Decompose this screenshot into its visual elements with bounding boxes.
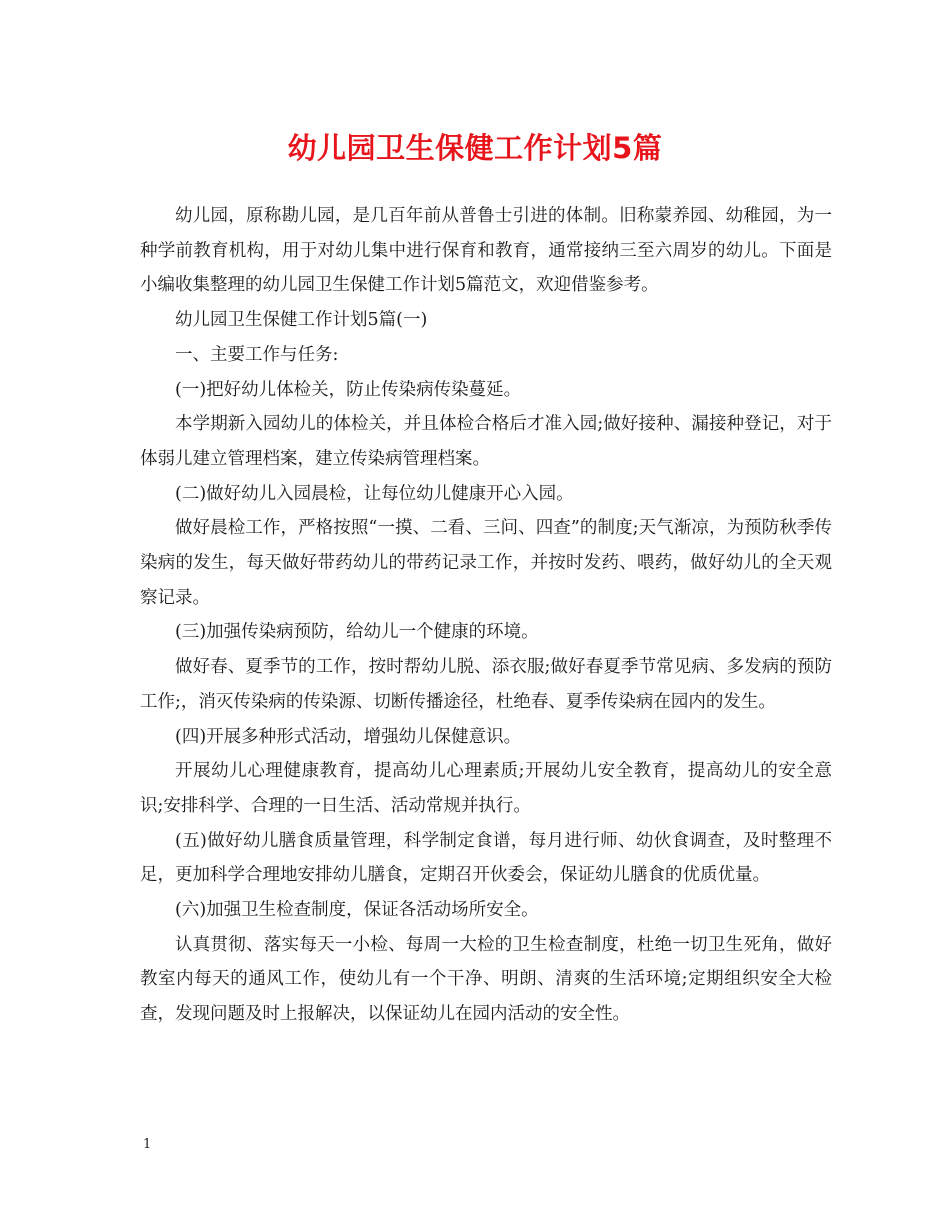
- item-body-3: 做好春、夏季节的工作，按时帮幼儿脱、添衣服;做好春夏季节常见病、多发病的预防工作;，消灭传染病的传染源、切断传播途径，杜绝春、夏季传染病在园内的发生。: [140, 657, 832, 712]
- document-title: 幼儿园卫生保健工作计划5篇: [287, 131, 663, 165]
- section-heading: 幼儿园卫生保健工作计划5篇(一): [175, 310, 428, 331]
- item-heading-6: (六)加强卫生检查制度，保证各活动场所安全。: [175, 900, 539, 921]
- item-heading-3: (三)加强传染病预防，给幼儿一个健康的环境。: [175, 622, 539, 643]
- item-body-5: (五)做好幼儿膳食质量管理，科学制定食谱，每月进行师、幼伙食调查，及时整理不足，更加科学合理地安排幼儿膳食，定期召开伙委会，保证幼儿膳食的优质优量。: [140, 830, 832, 886]
- paragraph-intro: 幼儿园，原称勘儿园，是几百年前从普鲁士引进的体制。旧称蒙养园、幼稚园，为一种学前教育机构，用于对幼儿集中进行保育和教育，通常接纳三至六周岁的幼儿。下面是小编收集整理的幼儿园卫生保健工作计划5篇范文，欢迎借鉴参考。: [140, 206, 832, 296]
- item-heading-4: (四)开展多种形式活动，增强幼儿保健意识。: [175, 726, 522, 747]
- page-number: 1: [143, 1137, 152, 1152]
- item-body-1: 本学期新入园幼儿的体检关，并且体检合格后才准入园;做好接种、漏接种登记，对于体弱儿建立管理档案，建立传染病管理档案。: [140, 414, 832, 469]
- item-body-4: 开展幼儿心理健康教育，提高幼儿心理素质;开展幼儿安全教育，提高幼儿的安全意识;安排科学、合理的一日生活、活动常规并执行。: [140, 761, 832, 816]
- item-heading-1: (一)把好幼儿体检关，防止传染病传染蔓延。: [175, 379, 522, 400]
- item-heading-2: (二)做好幼儿入园晨检，让每位幼儿健康开心入园。: [175, 483, 574, 504]
- item-body-2: 做好晨检工作，严格按照“一摸、二看、三问、四查”的制度;天气渐凉，为预防秋季传染病的发生，每天做好带药幼儿的带药记录工作，并按时发药、喂药，做好幼儿的全天观察记录。: [140, 518, 832, 608]
- document-body: [140, 199, 832, 1032]
- subsection-heading: 一、主要工作与任务:: [175, 344, 339, 365]
- item-body-6: 认真贯彻、落实每天一小检、每周一大检的卫生检查制度，杜绝一切卫生死角，做好教室内每天的通风工作，使幼儿有一个干净、明朗、清爽的生活环境;定期组织安全大检查，发现问题及时上报解决，以保证幼儿在园内活动的安全性。: [140, 934, 832, 1025]
